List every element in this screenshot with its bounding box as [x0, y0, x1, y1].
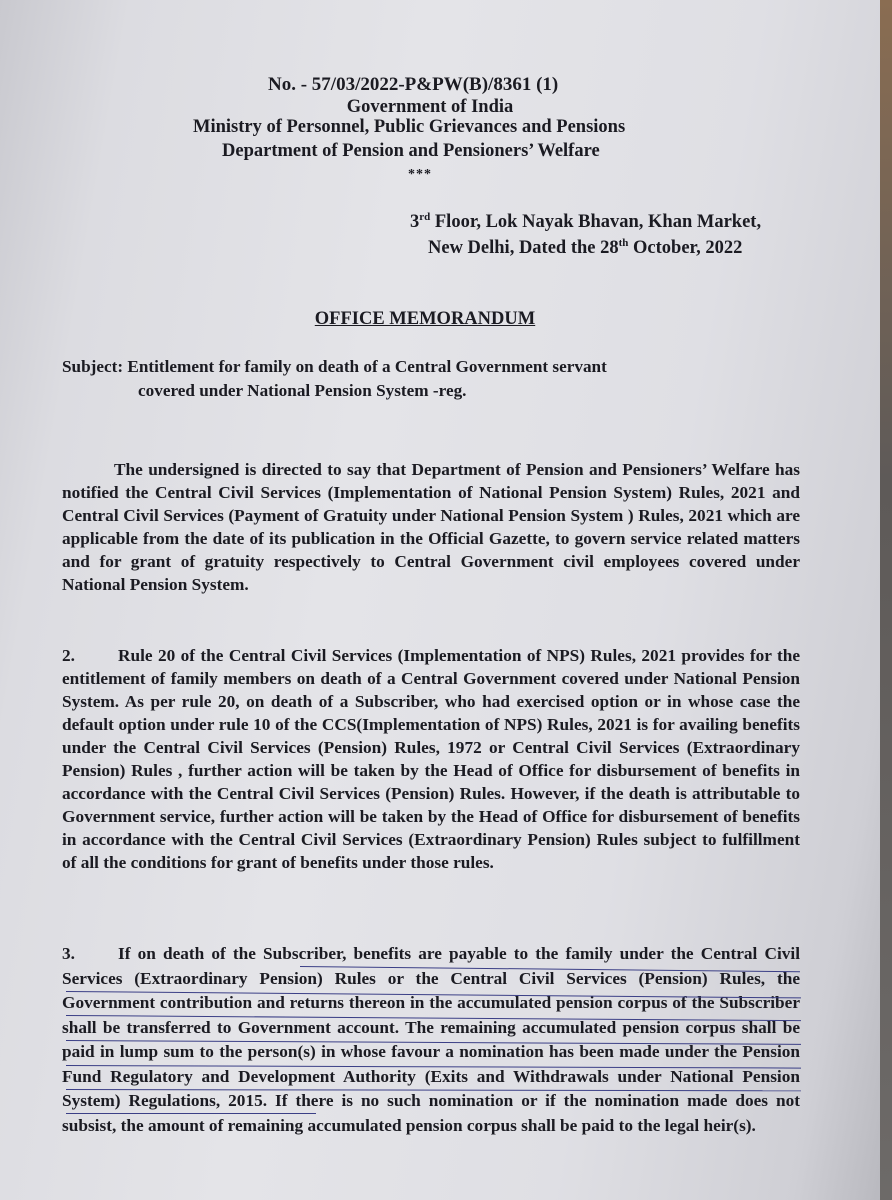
paper-edge-background [880, 0, 892, 1200]
date-prefix: New Delhi, Dated the 28 [428, 238, 619, 259]
paragraph-3-body: If on death of the Subscriber, benefits are payable to the family under the Central Civil Services (Extraordinary Pension) Rules or the Central Civil Services (Pension) Rules, the Government contribution and returns thereon in the accumulated pension corpus of the Subscriber shall be transferred to Government account. The remaining accumulated pension corpus shall be paid in lump sum to the person(s) in whose favour a nomination has been made under the Pension Fund Regulatory and Development Authority (Exits and Withdrawals under National Pension System) Regulations, 2015. If there is no such nomination or if the nomination made does not subsist, the amount of remaining accumulated pension corpus shall be paid to the legal heir(s). [62, 944, 800, 1135]
date-suffix: th [618, 237, 629, 249]
paragraph-2-number: 2. [62, 646, 75, 665]
address-floor-suffix: rd [419, 211, 431, 223]
address-text: Floor, Lok Nayak Bhavan, Khan Market, [430, 212, 762, 233]
paragraph-1 [62, 458, 800, 596]
subject-line-2: covered under National Pension System -reg. [138, 381, 467, 400]
paragraph-2-body: Rule 20 of the Central Civil Services (Implementation of NPS) Rules, 2021 provides for the entitlement of family members on death of a Central Government covered under National Pension System. As per rule 20, on death of a Subscriber, who had exercised option or in whose case the default option under rule 10 of the CCS(Implementation of NPS) Rules, 2021 is for availing benefits under the Central Civil Services (Pension) Rules, 1972 or Central Civil Services (Extraordinary Pension) Rules , further action will be taken by the Head of Office for disbursement of benefits in accordance with the Central Civil Services (Pension) Rules. However, if the death is attributable to Government service, further action will be taken by the Head of Office for disbursement of benefits in accordance with the Central Civil Services (Extraordinary Pension) Rules subject to fulfillment of all the conditions for grant of benefits under those rules. [62, 646, 800, 872]
ministry-name: Ministry of Personnel, Public Grievances and Pensions [193, 117, 626, 137]
paragraph-2-text [62, 644, 800, 874]
address-floor-number: 3 [410, 212, 420, 233]
pen-underline-7 [66, 1113, 316, 1114]
separator-stars: *** [408, 167, 432, 182]
memo-title: OFFICE MEMORANDUM [314, 309, 536, 329]
paragraph-3-number: 3. [62, 944, 75, 963]
paragraph-1-text: The undersigned is directed to say that Department of Pension and Pensioners’ Welfare has notified the Central Civil Services (Implementation of National Pension System) Rules, 2021 and Central Civil Services (Payment of Gratuity under National Pension System ) Rules, 2021 which are applicable from the date of its publication in the Official Gazette, to govern service related matters and for grant of gratuity respectively to Central Government civil employees covered under National Pension System. [62, 460, 800, 594]
government-name: Government of India [346, 97, 514, 117]
memo-date [428, 232, 742, 259]
date-month-year: October, 2022 [628, 238, 743, 259]
subject-line-1: Subject: Entitlement for family on death of a Central Government servant [62, 357, 607, 376]
paragraph-2 [62, 644, 800, 874]
memo-number: No. - 57/03/2022-P&PW(B)/8361 (1) [268, 74, 559, 95]
department-name: Department of Pension and Pensioners’ Welfare [222, 141, 600, 161]
side-margin-marks [858, 150, 880, 190]
office-address [410, 206, 761, 233]
